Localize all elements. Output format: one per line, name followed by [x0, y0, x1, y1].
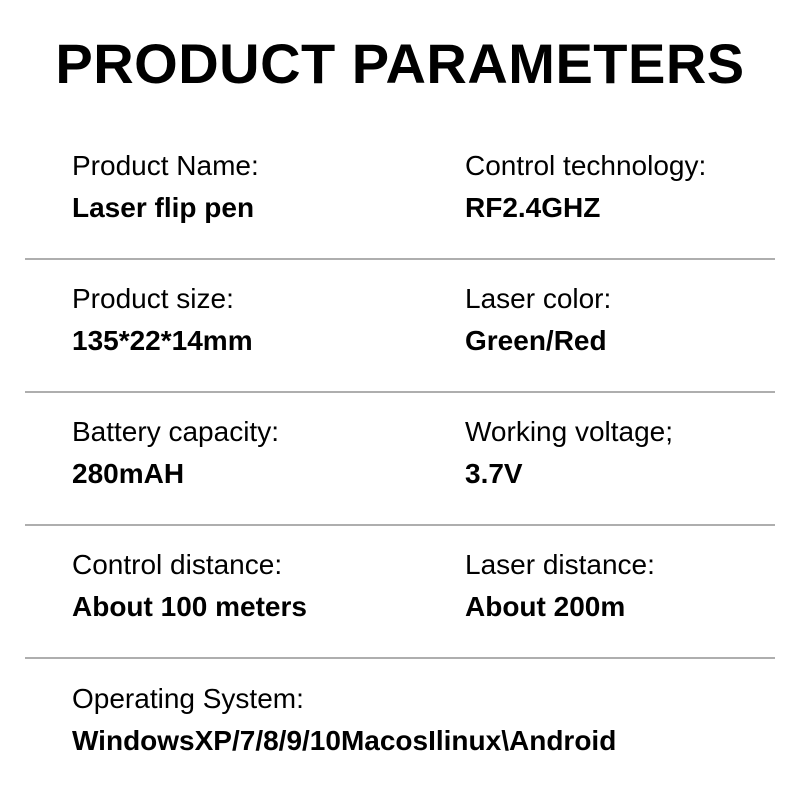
spec-value: About 100 meters [72, 590, 307, 622]
spec-label: Product Name: [72, 149, 259, 181]
spec-value: 3.7V [465, 457, 523, 489]
spec-cell-product-size [72, 283, 465, 357]
spec-label: Control technology: [465, 149, 707, 181]
spec-cell-control-technology [465, 150, 775, 224]
spec-row-battery-capacity [25, 393, 775, 526]
spec-row-product-name [25, 127, 775, 260]
spec-cell-working-voltage [465, 416, 775, 490]
spec-label: Operating System: [72, 682, 304, 714]
spec-cell-battery-capacity [72, 416, 465, 490]
spec-cell-laser-distance [465, 549, 775, 623]
spec-label: Battery capacity: [72, 415, 279, 447]
title-block [0, 0, 800, 127]
spec-value: RF2.4GHZ [465, 191, 601, 223]
spec-row-operating-system [25, 659, 775, 792]
spec-cell-control-distance [72, 549, 465, 623]
spec-value: 135*22*14mm [72, 324, 253, 356]
spec-label: Product size: [72, 282, 234, 314]
spec-value: Laser flip pen [72, 191, 255, 223]
spec-table [25, 127, 775, 792]
spec-cell-operating-system [72, 683, 775, 757]
spec-value: Green/Red [465, 324, 607, 356]
spec-value: WindowsXP/7/8/9/10MacosIlinux\Android [72, 724, 617, 756]
spec-value: 280mAH [72, 457, 185, 489]
spec-cell-laser-color [465, 283, 775, 357]
spec-value: About 200m [465, 590, 626, 622]
page-title: PRODUCT PARAMETERS [55, 32, 745, 95]
spec-label: Laser distance: [465, 548, 655, 580]
spec-label: Control distance: [72, 548, 283, 580]
spec-label: Working voltage; [465, 415, 674, 447]
spec-cell-product-name [72, 150, 465, 224]
spec-label: Laser color: [465, 282, 612, 314]
spec-row-control-distance [25, 526, 775, 659]
spec-row-product-size [25, 260, 775, 393]
